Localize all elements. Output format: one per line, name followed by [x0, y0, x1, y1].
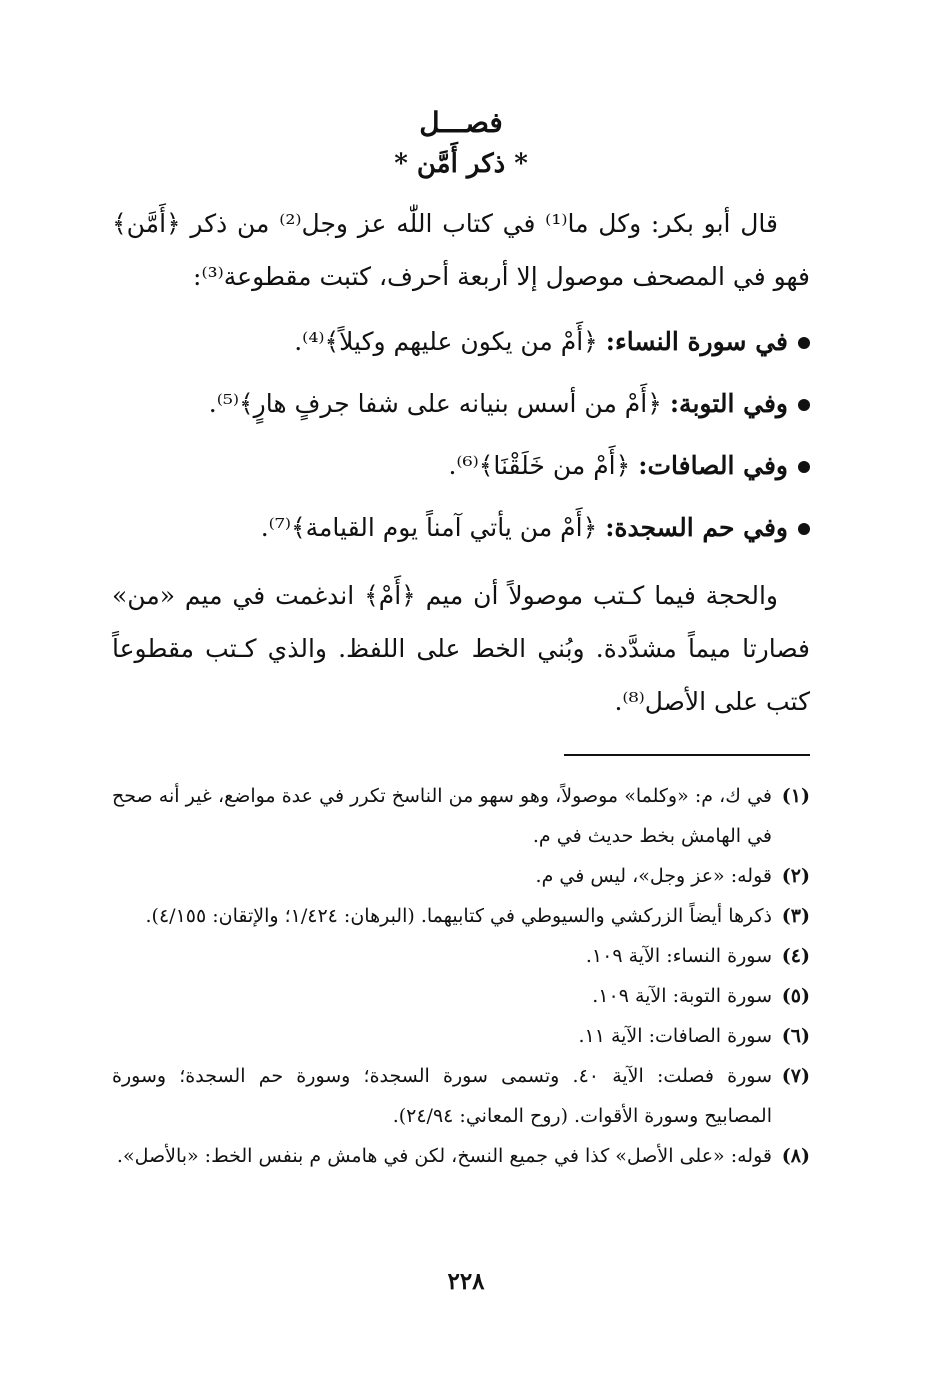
footnote-number: (٥)	[781, 984, 810, 1007]
footnote-number: (٨)	[781, 1144, 810, 1167]
page-number: ٢٢٨	[447, 1268, 485, 1295]
case-verse-text: ﴿أَمْ من يكون عليهم وكيلاً﴾⁽⁴⁾.	[294, 326, 598, 356]
section-subheading: * ذكر أَمَّن *	[394, 148, 528, 179]
case-verse-text: ﴿أَمْ من يأتي آمناً يوم القيامة﴾⁽⁷⁾.	[260, 512, 598, 542]
footnote	[112, 1056, 810, 1136]
case-item	[112, 435, 810, 497]
footnote-number: (١)	[781, 784, 810, 807]
footnote-text: سورة الصافات: الآية ١١.	[578, 1024, 772, 1047]
bullet-dot-icon	[798, 523, 810, 535]
case-surah-label: وفي الصافات:	[638, 450, 788, 480]
footnote-number: (٤)	[781, 944, 810, 967]
cases-list	[112, 311, 810, 559]
argument-paragraph: والحجة فيما كـتب موصولاً أن ميم ﴿أَمْ﴾ اندغمت في ميم «من» فصارتا ميماً مشدَّدة. وبُني الخط على اللفظ. والذي كـتب مقطوعاً كتب على الأصل⁽⁸⁾.	[112, 580, 810, 716]
footnote	[112, 976, 810, 1016]
footnote-text: في ك، م: «وكلما» موصولاً، وهو سهو من الناسخ تكرر في عدة مواضع، غير أنه صحح في الهامش بخط حديث في م.	[112, 784, 772, 847]
case-item	[112, 497, 810, 559]
case-verse-text: ﴿أَمْ من خَلَقْنَا﴾⁽⁶⁾.	[448, 450, 631, 480]
footnote	[112, 1136, 810, 1176]
case-surah-label: وفي حم السجدة:	[605, 512, 788, 542]
footnotes-list	[112, 776, 810, 1176]
footnote-number: (٣)	[781, 904, 810, 927]
footnote-text: سورة النساء: الآية ١٠٩.	[585, 944, 772, 967]
bullet-dot-icon	[798, 399, 810, 411]
footnote-text: سورة التوبة: الآية ١٠٩.	[592, 984, 772, 1007]
footnote	[112, 1016, 810, 1056]
case-verse-text: ﴿أَمْ من أسس بنيانه على شفا جرفٍ هارٍ﴾⁽⁵⁾.	[208, 388, 662, 418]
footnote	[112, 896, 810, 936]
intro-paragraph: قال أبو بكر: وكل ما⁽¹⁾ في كتاب اللّٰه عز وجل⁽²⁾ من ذكر ﴿أَمَّن﴾ فهو في المصحف موصول إلا أربعة أحرف، كتبت مقطوعة⁽³⁾:	[112, 208, 810, 291]
case-item	[112, 373, 810, 435]
bullet-dot-icon	[798, 461, 810, 473]
case-surah-label: وفي التوبة:	[669, 388, 788, 418]
footnote	[112, 776, 810, 856]
footnote-text: قوله: «على الأصل» كذا في جميع النسخ، لكن في هامش م بنفس الخط: «بالأصل».	[116, 1144, 772, 1167]
footnote-number: (٧)	[781, 1064, 810, 1087]
footnote-number: (٢)	[781, 864, 810, 887]
footnote-text: سورة فصلت: الآية ٤٠. وتسمى سورة السجدة؛ وسورة حم السجدة؛ وسورة المصابيح وسورة الأقوات. (روح المعاني: ٢٤/٩٤).	[112, 1064, 772, 1127]
footnote	[112, 936, 810, 976]
footnote-number: (٦)	[781, 1024, 810, 1047]
bullet-dot-icon	[798, 337, 810, 349]
chapter-heading: فصـــل	[419, 106, 503, 139]
case-surah-label: في سورة النساء:	[605, 326, 788, 356]
footnote-divider	[564, 754, 810, 756]
case-item	[112, 311, 810, 373]
footnote	[112, 856, 810, 896]
footnote-text: قوله: «عز وجل»، ليس في م.	[535, 864, 772, 887]
footnote-text: ذكرها أيضاً الزركشي والسيوطي في كتابيهما. (البرهان: ١/٤٢٤؛ والإتقان: ٤/١٥٥).	[145, 904, 772, 927]
